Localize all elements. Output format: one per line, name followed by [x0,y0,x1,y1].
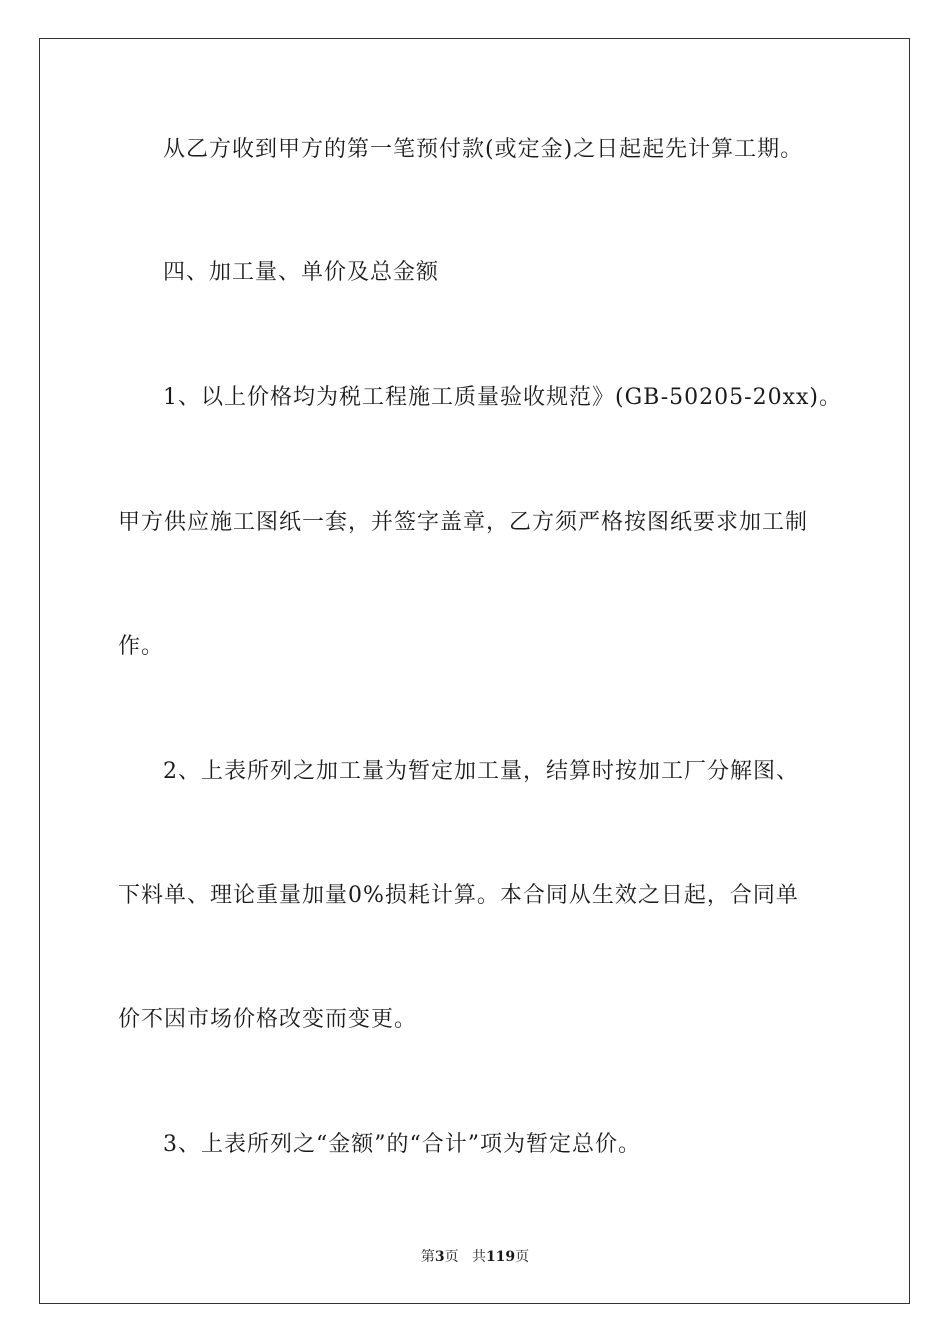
paragraph-line-5: 作。 [118,634,165,659]
paragraph-line-6: 2、上表所列之加工量为暂定加工量，结算时按加工厂分解图、 [163,759,799,784]
page-number: 3 [434,1249,445,1265]
section-heading: 四、加工量、单价及总金额 [163,260,440,285]
paragraph-line-3: 1、以上价格均为税工程施工质量验收规范》(GB-50205-20xx)。 [163,385,842,410]
paragraph-line-1: 从乙方收到甲方的第一笔预付款(或定金)之日起起先计算工期。 [163,137,804,162]
paragraph-line-4: 甲方供应施工图纸一套，并签字盖章，乙方须严格按图纸要求加工制 [118,510,809,535]
total-prefix: 共 [471,1249,486,1265]
paragraph-line-8: 价不因市场价格改变而变更。 [118,1007,418,1032]
page-border [39,38,910,1304]
paragraph-line-9: 3、上表所列之“金额”的“合计”项为暂定总价。 [163,1132,641,1157]
page-suffix: 页 [444,1249,459,1265]
page-footer [0,1247,950,1267]
paragraph-line-7: 下料单、理论重量加量0%损耗计算。本合同从生效之日起，合同单 [118,883,799,908]
page-prefix: 第 [420,1249,435,1265]
total-suffix: 页 [515,1249,530,1265]
total-pages: 119 [485,1249,516,1265]
